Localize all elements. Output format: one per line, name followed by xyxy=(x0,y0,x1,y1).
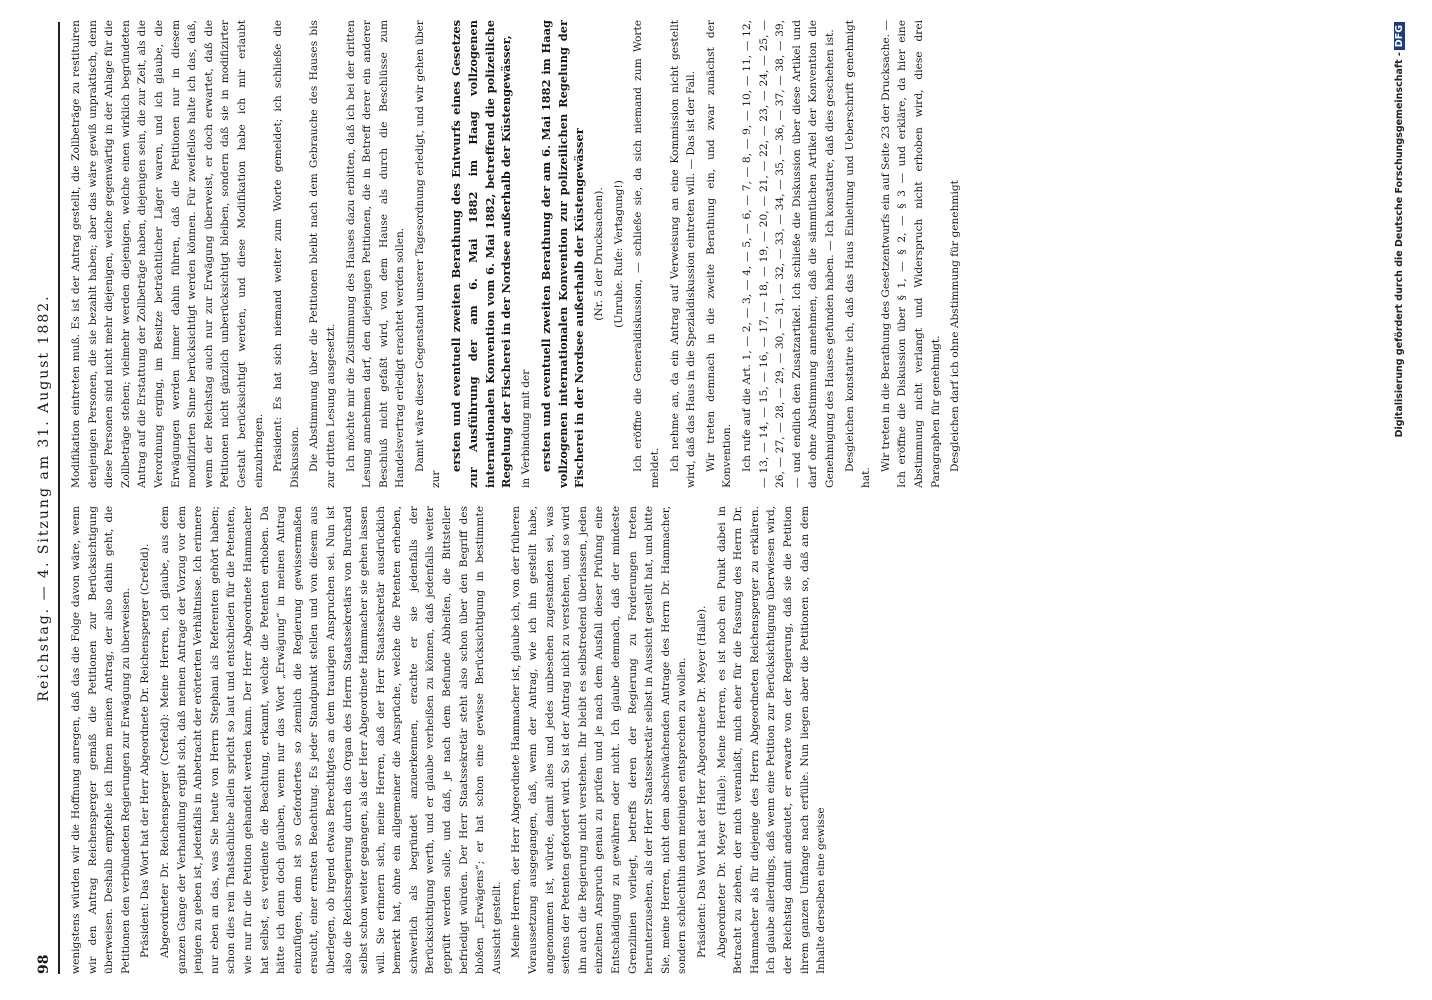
credit-text: Digitalisierung gefördert durch die Deutsche Forschungsgemeinschaft - xyxy=(1394,52,1405,438)
paragraph: Wir treten in die Berathung des Gesetzentwurfs ein auf Seite 23 der Drucksache. — Ich eröffne die Diskussion über § 1, — § 2, — § 3 — und erkläre, da hier eine Abstimmung nicht verlangt und Widerspruch nicht erhoben wird, diese drei Paragraphen für genehmigt. xyxy=(879,20,942,488)
paragraph: Präsident: Das Wort hat der Herr Abgeordnete Dr. Reichensperger (Crefeld). xyxy=(139,543,152,958)
paragraph: Präsident: Das Wort hat der Herr Abgeordnete Dr. Meyer (Halle). xyxy=(695,605,708,958)
paragraph: (Nr. 5 der Drucksachen). xyxy=(593,187,606,321)
header-rule xyxy=(58,22,60,974)
paragraph: Desgleichen konstatire ich, daß das Haus Einleitung und Ueberschrift genehmigt hat. xyxy=(843,20,873,488)
page-number: 98 xyxy=(36,954,52,974)
paragraph: Die Abstimmung über die Petitionen bleibt nach dem Gebrauche des Hauses bis zur dritten Lesung ausgesetzt. xyxy=(308,20,337,488)
paragraph: Meine Herren, der Herr Abgeordnete Hammacher ist, glaube ich, von der früheren Voraussetzung ausgegangen, daß, wenn der Antrag, wie ich ihn gestellt habe, angenommen ist, würde, damit alles und jedes unbesehen zugestanden sei, was seitens der Petenten gefordert wird. So ist der Antrag nicht zu verstehen, und so wird ihn auch die Regierung nicht verstehen. Ihr bleibt es selbstredend überlassen, jeden einzelnen Anspruch genau zu prüfen und je nach dem Ausfall dieser Prüfung eine Entschädigung zu gewähren oder nicht. Ich glaube demnach, daß der mindeste Grenzlinien vorliegt, betreffs deren der Regierung zu Forderungen treten herunterzusehen, als der Herr Staatssekretär selbst in Aussicht gestellt hat, und bitte Sie, meine Herren, nicht dem abschwächenden Antrage des Herrn Dr. Hammacher, sondern schlechthin dem meinigen entsprechen zu wollen. xyxy=(510,506,689,974)
left-column xyxy=(68,506,1376,974)
paragraph: Ich möchte mir die Zustimmung des Hauses dazu erbitten, daß ich bei der dritten Lesung annehmen darf, den diejenigen Petitionen, die in Betreff derer ein anderer Beschluß nicht gefaßt wird, von dem Hause als durch die Beschlüsse zum Handelsvertrag erledigt erachtet werden sollen. xyxy=(344,20,407,488)
paragraph: Ich rufe auf die Art. 1, — 2, — 3, — 4, — 5, — 6, — 7, — 8, — 9, — 10, — 11, — 12, — 13, — 14, — 15, — 16, — 17, — 18, — 19, — 20, — 21, — 22, — 23, — 24, — 25, — 26, — 27, — 28, — 29, — 30, — 31, — 32, — 33, — 34, — 35, — 36, — 37, — 38, — 39, — und endlich den Zusatzartikel. Ich schließe die Diskussion über diese Artikel und darf ohne Abstimmung annehmen, daß die sämmtlichen Artikel der Konvention die Genehmigung des Hauses gefunden haben. — Ich konstatire, daß dies geschehen ist. xyxy=(740,20,836,488)
paragraph: Ich nehme an, da ein Antrag auf Verweisung an eine Kommission nicht gestellt wird, daß das Haus in die Spezialdiskussion eintreten will. — Das ist der Fall. xyxy=(668,20,698,488)
dfg-badge: DFG xyxy=(1394,22,1405,50)
paragraph: in Verbindung mit der xyxy=(520,369,533,488)
agenda-heading: ersten und eventuell zweiten Berathung der am 6. Mai 1882 im Haag vollzogenen internationalen Konvention zur polizeilichen Regelung der Fischerei in der Nordsee außerhalb der Küstengewässer xyxy=(538,20,587,488)
page-header xyxy=(34,22,56,974)
paragraph: Wir treten demnach in die zweite Berathung ein, und zwar zunächst der Konvention. xyxy=(704,20,734,488)
paragraph: Abgeordneter Dr. Meyer (Halle): Meine Herren, es ist noch ein Punkt dabei in Betracht zu ziehen, der mich veranlaßt, mich eher für die Fassung des Herrn Dr. Hammacher als für diejenige des Herrn Abgeordneten Reichensperger zu erklären. Ich glaube allerdings, daß wenn eine Petition zur Berücksichtigung überwiesen wird, der Reichstag damit andeutet, er erwarte von der Regierung, daß sie die Petition ihrem ganzen Umfange nach erfülle. Nun liegen aber die Petitionen so, daß an dem Inhalte derselben eine gewisse xyxy=(715,506,828,974)
paragraph: Präsident: Es hat sich niemand weiter zum Worte gemeldet; ich schließe die Diskussion. xyxy=(272,20,301,488)
paragraph: Modifikation eintreten muß. Es ist der Antrag gestellt, die Zollbeträge zu restituiren denjenigen Personen, die sie bezahlt haben; aber das wäre gewiß unpraktisch, denn diese Personen sind nicht mehr diejenigen, welche gegenwärtig in der Anlage für die Zollbeträge stehen; vielmehr werden diejenigen, welche einen wirklich begründeten Antrag auf die Erstattung der Zollbeträge haben, diejenigen sein, die zur Zeit, als die Verordnung erging, im Besitze beträchtlicher Läger waren, und ich glaube, die Erwägungen werden immer dahin führen, daß die Petitionen nur in diesem modifizirten Sinne berücksichtigt werden können. Für zweifellos halte ich das, daß, wenn der Reichstag auch nur zur Erwägung überweist, er doch erwartet, daß die Petitionen nicht gänzlich unberücksichtigt bleiben, sondern daß sie in modifizirter Gestalt berücksichtigt werden, und diese Modifikation habe ich mir erlaubt einzubringen. xyxy=(70,20,265,488)
agenda-heading: ersten und eventuell zweiten Berathung des Entwurfs eines Gesetzes zur Ausführung der am 6. Mai 1882 im Haag vollzogenen internationalen Konvention vom 6. Mai 1882, betreffend die polizeiliche Regelung der Fischerei in der Nordsee außerhalb der Küstengewässer, xyxy=(449,20,514,488)
paragraph: Abgeordneter Dr. Reichensperger (Crefeld): Meine Herren, ich glaube, aus dem ganzen Gange der Verhandlung ergibt sich, daß meinen Antrage der Vorzug vor dem jenigen zu geben ist, jedenfalls in Anbetracht der erörterten Verhältnisse. Ich erinnere nur eben an das, was Sie heute von Herrn Stephani als Referenten gehört haben; schon dies rein Thatsächliche allein spricht so laut und entschieden für die Petenten, wie nur für die Petition gehandelt werden kann. Der Herr Abgeordnete Hammacher hat selbst, es verdiente die Beachtung, erkannt, welche die Petenten erhoben. Da hätte ich denn doch glauben, wenn nur das Wort „Erwägung“ in meinen Antrag einzufügen, denn ist so Gefordertes so ziemlich die Regierung gewissermaßen ersucht, einer ernsten Beachtung. Es jeder Standpunkt stellen und von diesem aus überlegen, ob irgend etwas Berechtigtes an dem traurigen Anspruchen sei. Nun ist also die Reichsregierung durch das Organ des Herrn Staatssekretärs von Burchard selbst schon weiter gegangen, als der Herr Abgeordnete Hammacher sie gehen lassen will. Sie erinnern sich, meine Herren, daß der Herr Staatssekretär ausdrücklich bemerkt hat, ohne ein allgemeiner die Ansprüche, welche die Petenten erheben, schwerlich als begründet anzuerkennen, erachte er sie jedenfalls der Berücksichtigung werth, und er glaube verheißen zu können, daß jedenfalls weiter geprüft werden solle, und daß, je nach dem Befunde Abhelfen, die Bittsteller befriedigt würden. Der Herr Staatssekretär steht also schon über den Begriff des bloßen „Erwägens“; er hat schon eine gewisse Berücksichtigung in bestimmte Aussicht gestellt. xyxy=(158,506,503,974)
paragraph: Desgleichen darf ich ohne Abstimmung für genehmigt xyxy=(949,180,962,472)
paragraph: Ich eröffne die Generaldiskussion, — schließe sie, da sich niemand zum Worte meldet. xyxy=(632,20,662,488)
paragraph: wenigstens würden wir die Hoffnung anregen, daß das die Folge davon wäre, wenn wir den Antrag Reichensperger gemäß die Petitionen zur Berücksichtigung überweisen. Deshalb empfehle ich Ihnen meinen Antrag, der also dahin geht, die Petitionen den verbündeten Regierungen zur Erwägung zu überweisen. xyxy=(70,506,132,974)
paragraph: Damit wäre dieser Gegenstand unserer Tagesordnung erledigt, und wir gehen über zur xyxy=(413,20,443,488)
digitization-credit xyxy=(1394,22,1405,974)
right-column xyxy=(68,20,1376,488)
running-head: Reichstag. — 4. Sitzung am 31. August 1882. xyxy=(36,294,52,702)
paragraph: (Unruhe. Rufe: Vertagung!) xyxy=(612,180,625,328)
